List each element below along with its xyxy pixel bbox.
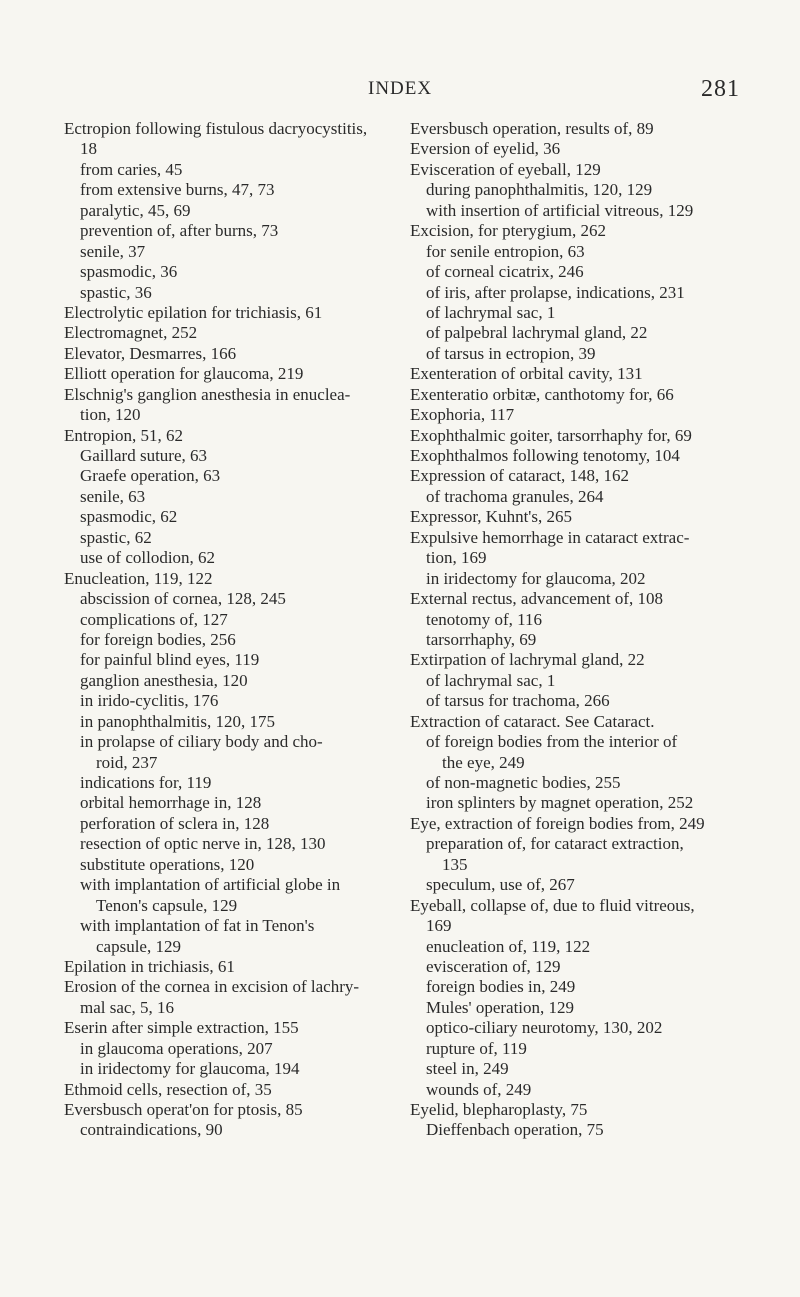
index-subentry: resection of optic nerve in, 128, 130 — [80, 834, 326, 854]
index-entry: Exophthalmic goiter, tarsorrhaphy for, 69 — [410, 425, 692, 445]
index-subentry: spastic, 62 — [80, 527, 152, 547]
index-subentry: Mules' operation, 129 — [426, 997, 575, 1017]
index-entry: Expulsive hemorrhage in cataract extrac- — [410, 527, 690, 547]
index-subentry: 169 — [426, 916, 452, 936]
index-subentry: Tenon's capsule, 129 — [96, 895, 238, 915]
index-subentry: of lachrymal sac, 1 — [426, 670, 556, 690]
index-subentry: for senile entropion, 63 — [426, 241, 585, 261]
index-entry: Exenteration of orbital cavity, 131 — [410, 364, 643, 384]
index-subentry: with implantation of artificial globe in — [80, 875, 341, 895]
index-entry: Eserin after simple extraction, 155 — [64, 1018, 299, 1038]
index-entry: Electromagnet, 252 — [64, 323, 198, 343]
index-subentry: iron splinters by magnet operation, 252 — [426, 793, 694, 813]
index-entry: Epilation in trichiasis, 61 — [64, 956, 235, 976]
index-entry: Extraction of cataract. See Cataract. — [410, 711, 655, 731]
index-subentry: in iridectomy for glaucoma, 202 — [426, 568, 646, 588]
index-subentry: in irido-cyclitis, 176 — [80, 691, 219, 711]
index-entry: Eye, extraction of foreign bodies from, 249 — [410, 813, 705, 833]
index-subentry: preparation of, for cataract extraction, — [426, 834, 684, 854]
index-entry: Ethmoid cells, resection of, 35 — [64, 1079, 272, 1099]
index-subentry: from extensive burns, 47, 73 — [80, 180, 275, 200]
index-subentry: with insertion of artificial vitreous, 129 — [426, 200, 694, 220]
index-subentry: of tarsus for trachoma, 266 — [426, 691, 610, 711]
index-subentry: tion, 120 — [80, 405, 141, 425]
index-subentry: Dieffenbach operation, 75 — [426, 1120, 604, 1140]
index-subentry: capsule, 129 — [96, 936, 181, 956]
index-subentry: abscission of cornea, 128, 245 — [80, 589, 286, 609]
index-subentry: wounds of, 249 — [426, 1079, 532, 1099]
index-subentry: 135 — [442, 854, 468, 874]
index-entry: Evisceration of eyeball, 129 — [410, 159, 601, 179]
index-entry: Entropion, 51, 62 — [64, 425, 183, 445]
index-subentry: enucleation of, 119, 122 — [426, 936, 591, 956]
index-subentry: senile, 63 — [80, 486, 146, 506]
index-subentry: of tarsus in ectropion, 39 — [426, 343, 596, 363]
index-entry: Eversbusch operat'on for ptosis, 85 — [64, 1100, 303, 1119]
index-subentry: of non-magnetic bodies, 255 — [426, 773, 621, 792]
index-subentry: from caries, 45 — [80, 159, 183, 179]
index-subentry: spastic, 36 — [80, 282, 152, 302]
left-index-column — [64, 119, 404, 1141]
page-title: INDEX — [368, 78, 433, 99]
index-subentry: of palpebral lachrymal gland, 22 — [426, 323, 648, 343]
index-subentry: Gaillard suture, 63 — [80, 446, 207, 465]
index-subentry: contraindications, 90 — [80, 1120, 223, 1140]
index-subentry: in glaucoma operations, 207 — [80, 1038, 273, 1058]
index-subentry: of lachrymal sac, 1 — [426, 302, 556, 322]
index-subentry: perforation of sclera in, 128 — [80, 813, 270, 833]
index-subentry: in panophthalmitis, 120, 175 — [80, 711, 276, 731]
index-entry: Eversion of eyelid, 36 — [410, 139, 561, 159]
index-subentry: complications of, 127 — [80, 609, 228, 629]
index-subentry: paralytic, 45, 69 — [80, 200, 191, 220]
index-entry: External rectus, advancement of, 108 — [410, 589, 664, 609]
index-entry: Enucleation, 119, 122 — [64, 568, 213, 588]
index-entry: Exenteratio orbitæ, canthotomy for, 66 — [410, 384, 674, 404]
index-subentry: in prolapse of ciliary body and cho- — [80, 732, 323, 752]
index-entry: Ectropion following fistulous dacryocystitis, — [64, 119, 368, 138]
index-subentry: substitute operations, 120 — [80, 854, 255, 874]
index-entry: Electrolytic epilation for trichiasis, 61 — [64, 302, 323, 322]
index-subentry: spasmodic, 36 — [80, 262, 178, 282]
index-entry: Elevator, Desmarres, 166 — [64, 343, 237, 363]
index-subentry: optico-ciliary neurotomy, 130, 202 — [426, 1018, 663, 1038]
index-subentry: use of collodion, 62 — [80, 548, 216, 568]
index-subentry: speculum, use of, 267 — [426, 875, 575, 895]
index-subentry: ganglion anesthesia, 120 — [80, 670, 248, 690]
index-subentry: prevention of, after burns, 73 — [80, 221, 279, 241]
index-subentry: with implantation of fat in Tenon's — [80, 916, 315, 936]
index-subentry: steel in, 249 — [426, 1059, 509, 1079]
index-subentry: Graefe operation, 63 — [80, 466, 221, 486]
index-entry: Extirpation of lachrymal gland, 22 — [410, 650, 645, 670]
index-subentry: senile, 37 — [80, 241, 146, 261]
index-subentry: evisceration of, 129 — [426, 956, 561, 976]
index-subentry: foreign bodies in, 249 — [426, 977, 576, 997]
index-entry: Expressor, Kuhnt's, 265 — [410, 507, 572, 527]
index-subentry: of corneal cicatrix, 246 — [426, 262, 584, 282]
index-subentry: orbital hemorrhage in, 128 — [80, 793, 262, 813]
index-subentry: rupture of, 119 — [426, 1038, 527, 1058]
index-subentry: 18 — [80, 139, 97, 159]
index-subentry: for painful blind eyes, 119 — [80, 650, 260, 670]
running-head — [0, 76, 800, 106]
index-subentry: the eye, 249 — [442, 752, 525, 772]
index-entry: Excision, for pterygium, 262 — [410, 221, 606, 241]
right-index-column — [410, 119, 755, 1141]
index-subentry: of iris, after prolapse, indications, 231 — [426, 282, 685, 302]
index-subentry: in iridectomy for glaucoma, 194 — [80, 1059, 300, 1079]
index-entry: Eyeball, collapse of, due to fluid vitreous, — [410, 895, 695, 915]
index-subentry: spasmodic, 62 — [80, 507, 178, 527]
index-subentry: for foreign bodies, 256 — [80, 629, 236, 649]
index-entry: Exophthalmos following tenotomy, 104 — [410, 446, 680, 465]
index-subentry: of foreign bodies from the interior of — [426, 732, 678, 752]
index-entry: Elschnig's ganglion anesthesia in enuclea- — [64, 384, 351, 404]
index-entry: Eversbusch operation, results of, 89 — [410, 119, 654, 138]
index-entry: Eyelid, blepharoplasty, 75 — [410, 1100, 588, 1119]
index-entry: Expression of cataract, 148, 162 — [410, 466, 630, 486]
index-entry: Elliott operation for glaucoma, 219 — [64, 364, 304, 384]
index-subentry: roid, 237 — [96, 752, 158, 772]
index-entry: Erosion of the cornea in excision of lachry- — [64, 977, 360, 997]
index-subentry: of trachoma granules, 264 — [426, 486, 604, 506]
index-subentry: tarsorrhaphy, 69 — [426, 629, 537, 649]
index-subentry: tenotomy of, 116 — [426, 609, 542, 629]
index-entry: Exophoria, 117 — [410, 405, 515, 425]
index-subentry: during panophthalmitis, 120, 129 — [426, 180, 653, 200]
index-subentry: tion, 169 — [426, 548, 487, 568]
page-number: 281 — [701, 76, 740, 102]
index-subentry: indications for, 119 — [80, 773, 212, 792]
index-subentry: mal sac, 5, 16 — [80, 997, 174, 1017]
